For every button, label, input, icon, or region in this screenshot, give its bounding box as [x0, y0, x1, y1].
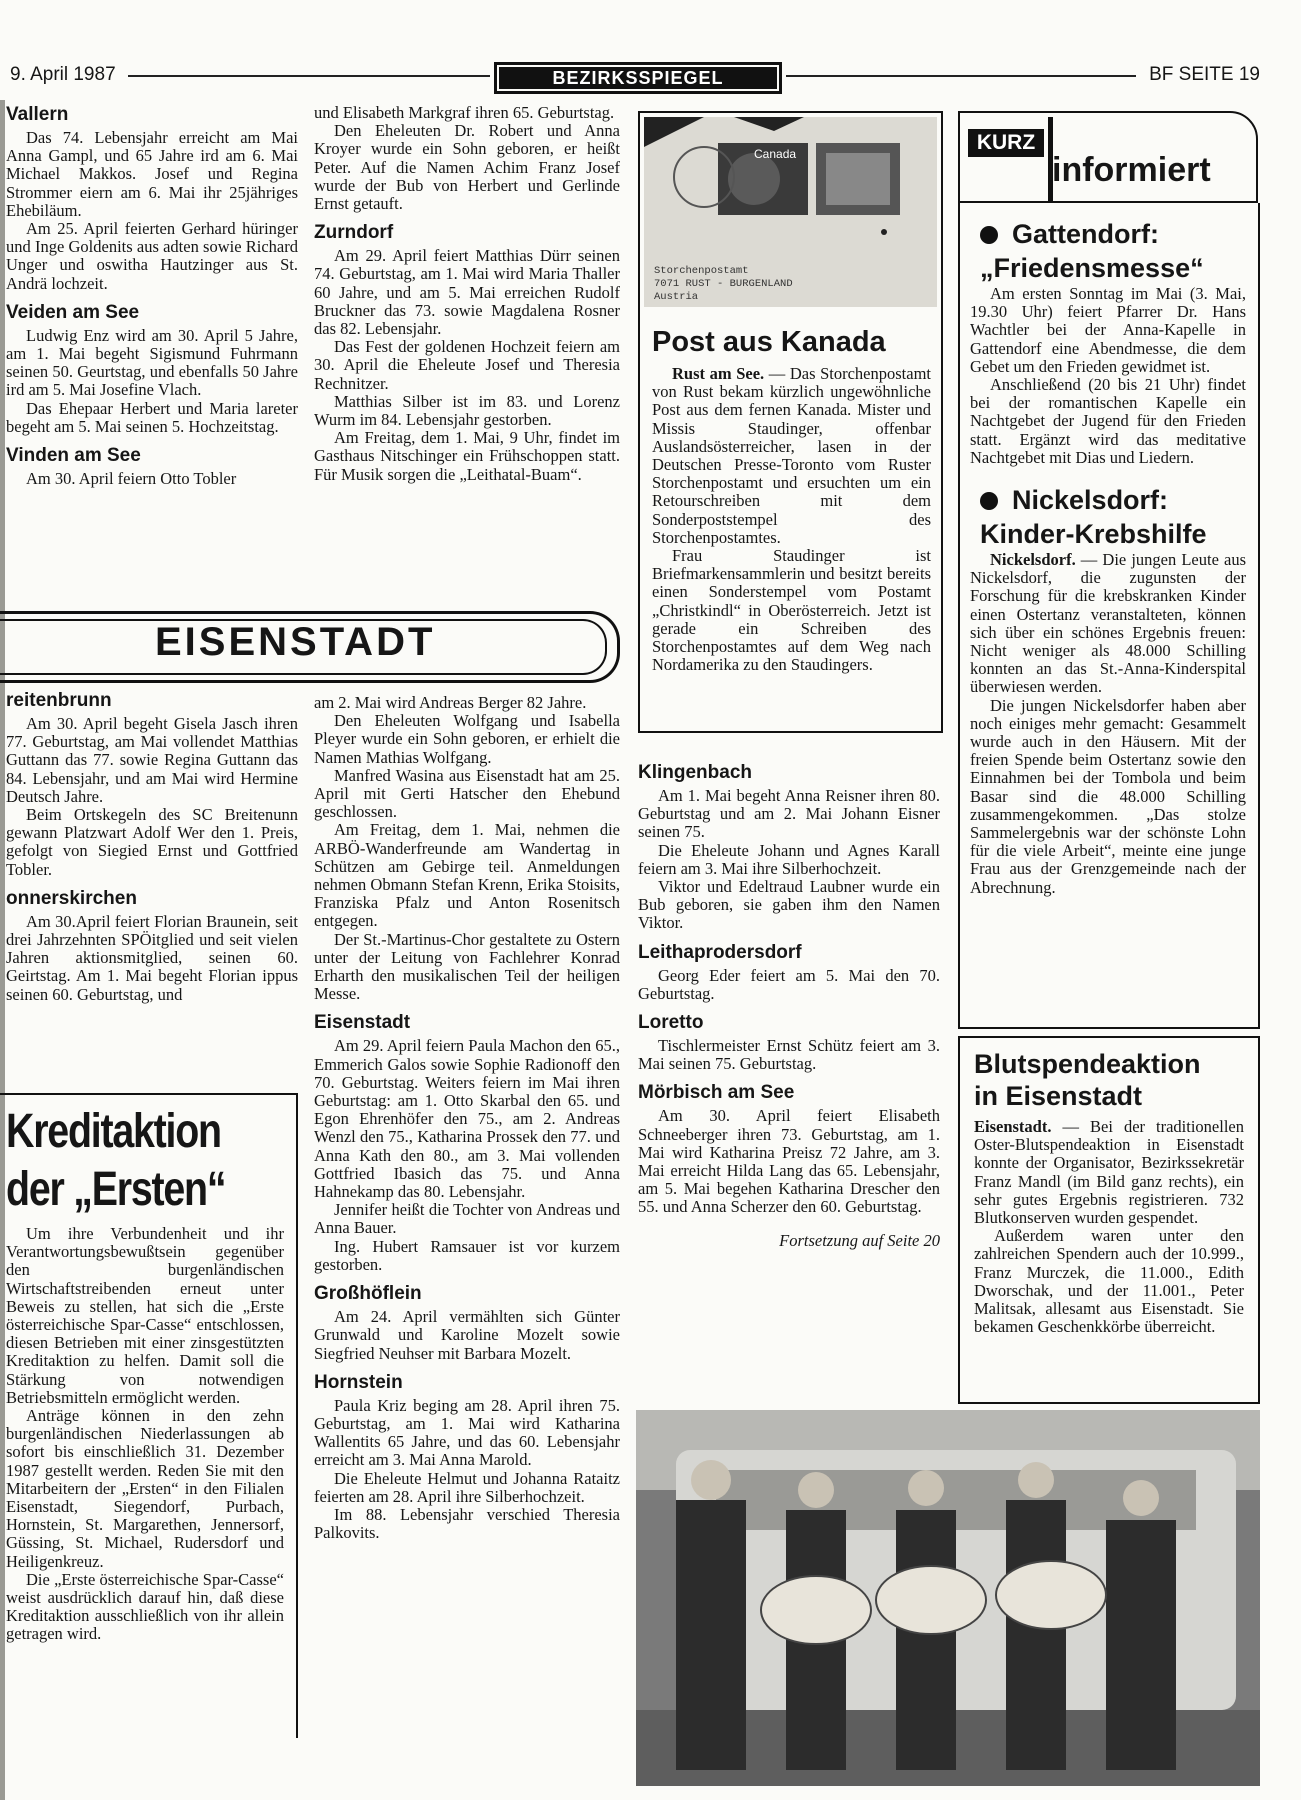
- heading-zurndorf: Zurndorf: [314, 222, 394, 244]
- heading-moerbisch: Mörbisch am See: [638, 1082, 795, 1104]
- article-text: Nickelsdorf. — Die jungen Leute aus Nickelsdorf, die zugunsten der Forschung für die krebskranken Kinder einen Ostertanz veranstalteten, können sich über ein schönes Ergebnis freuen: Nicht weniger als 48.000 Schilling konnten an das St.-Anna-Kinderspital überwiesen werden.: [970, 550, 1246, 697]
- article-text: Frau Staudinger ist Briefmarkensammlerin und besitzt bereits einen Sonderstempel vom Postamt „Christkindl“ in Oberösterreich. Jetzt ist gerade ein Schreiben des Storchenpostamtes auf dem Weg nach Nordamerika zu den Staudingers.: [652, 546, 931, 675]
- heading-winden: Vinden am See: [6, 445, 141, 467]
- article-text: Am 1. Mai begeht Anna Reisner ihren 80. Geburtstag und am 2. Mai Johann Eisner seinen 75.: [638, 786, 940, 842]
- nickelsdorf-heading: Nickelsdorf:: [970, 483, 1246, 517]
- article-text: Am 24. April vermählten sich Günter Grunwald und Karoline Mozelt sowie Siegfried Neuhser mit Barbara Mozelt.: [314, 1307, 620, 1363]
- article-text: Am 30. April feiern Otto Tobler: [26, 469, 237, 489]
- article-text: Ing. Hubert Ramsauer ist vor kurzem gestorben.: [314, 1236, 620, 1274]
- article-text: Den Eheleuten Wolfgang und Isabella Pleyer wurde ein Sohn geboren, er erhielt die Namen Mathias Wolfgang.: [314, 711, 620, 767]
- heading-klingenbach: Klingenbach: [638, 762, 753, 783]
- article-text: Das Ehepaar Herbert und Maria lareter begeht am 5. Mai seinen 5. Hochzeitstag.: [6, 398, 298, 436]
- kreditaktion-article: [0, 1093, 298, 1738]
- article-text: Die „Erste österreichische Spar-Casse“ weist ausdrücklich darauf hin, daß diese Kreditaktion ausschließlich von ihr allein getragen wird.: [6, 1569, 284, 1644]
- group-photo-illustration: [636, 1410, 1260, 1786]
- eisenstadt-title: EISENSTADT: [155, 620, 436, 664]
- article-text: Am Freitag, dem 1. Mai, 9 Uhr, findet im Gasthaus Nitschinger ein Frühschoppen statt. Für Musik sorgen die „Leithatal-Buam“.: [314, 428, 620, 484]
- article-text: Eisenstadt. — Bei der traditionellen Oster-Blutspendeaktion in Eisenstadt konnte der Organisator, Bezirkssekretär Franz Mandl (im Bild ganz rechts), ein sehr gutes Ergebnis registrieren. 732 Blutkonserven wurden gespendet.: [974, 1117, 1244, 1228]
- heading-donnerskirchen: onnerskirchen: [6, 887, 137, 909]
- article-text: Am 30.April feiert Florian Braunein, seit drei Jahrzehnten SPÖitglied und seit vielen Jahren aktionsmitglied, seinen 60. Geirtstag. Am 1. Mai begeht Florian ippus seinen 60. Geburtstag, und: [6, 911, 298, 1004]
- continuation-note: Fortsetzung auf Seite 20: [779, 1230, 940, 1250]
- heading-loretto: Loretto: [638, 1012, 704, 1034]
- kurz-informiert-header: [958, 111, 1258, 203]
- section-badge: [494, 62, 782, 94]
- article-text: Am 30. April feiert Elisabeth Schneeberger ihren 73. Geburtstag, am 1. Mai wird Katharina Preisz 72 Jahre, am 3. Mai erreicht Hilda Lang das 65. Lebensjahr, am 5. Mai begehen Katharina Drescher den 55. und Anna Scherzer den 60. Geburtstag.: [638, 1106, 940, 1217]
- heading-eisenstadt: Eisenstadt: [314, 1012, 411, 1034]
- article-text: Jennifer heißt die Tochter von Andreas und Anna Bauer.: [314, 1200, 620, 1238]
- envelope-photo: [644, 117, 937, 307]
- heading-grosshoeflein: Großhöflein: [314, 1283, 422, 1305]
- article-text: Am 25. April feierten Gerhard hüringer und Inge Goldenits aus adten sowie Richard Unger und oswitha Hautzinger aus St. Andrä lochzeit.: [6, 219, 298, 293]
- article-text: Am Freitag, dem 1. Mai, nehmen die ARBÖ-Wanderfreunde am Wandertag in Schützen am Gebirge teil. Anmeldungen nehmen Obmann Stefan Krenn, Erika Stoisits, Franziska Pfalz und Anton Rosenitsch entgegen.: [314, 820, 620, 931]
- article-text: Außerdem waren unter den zahlreichen Spendern auch der 10.999., Franz Murczek, die 11.000., Edith Dworschak, und der 11.001., Peter Malitsak, allesamt aus Eisenstadt. Sie bekamen Geschenkkörbe überreicht.: [974, 1226, 1244, 1337]
- header-rule-right: [786, 75, 1136, 77]
- article-text: Rust am See. — Das Storchenpostamt von Rust bekam kürzlich ungewöhnliche Post aus dem fernen Kanada. Mister und Missis Staudinger, offenbar Auslandsösterreicher, lasen in der Deutschen Presse-Toronto vom Ruster Storchenpostamt und ersuchten um ein Retourschreiben mit dem Sonderpoststempel des Storchenpostamtes.: [652, 364, 932, 547]
- dateline: Rust am See.: [672, 364, 765, 383]
- article-text: Matthias Silber ist im 83. und Lorenz Wurm im 84. Lebensjahr gestorben.: [314, 391, 620, 430]
- post-aus-kanada-title: Post aus Kanada: [652, 326, 886, 358]
- bullet-icon: [980, 226, 998, 244]
- article-text: und Elisabeth Markgraf ihren 65. Geburtstag.: [314, 103, 615, 122]
- gattendorf-subheading: „Friedensmesse“: [980, 253, 1204, 283]
- bullet-icon: [980, 492, 998, 510]
- article-text: Die Eheleute Johann und Agnes Karall feiern am 3. Mai ihre Silberhochzeit.: [638, 840, 940, 878]
- column-1-top: [6, 104, 298, 488]
- kreditaktion-title-line2: der „Ersten“: [6, 1163, 226, 1216]
- heading-hornstein: Hornstein: [314, 1371, 403, 1393]
- issue-date: 9. April 1987: [10, 64, 116, 85]
- article-text: Beim Ortskegeln des SC Breitenunn gewann Platzwart Adolf Wer den 1. Preis, gefolgt von Siegied Ernst und Gottfried Tobler.: [6, 805, 298, 879]
- group-photo: [636, 1410, 1260, 1786]
- header-rule-left: [128, 75, 490, 77]
- kreditaktion-title-line1: Kreditaktion: [6, 1105, 221, 1158]
- dateline: Nickelsdorf.: [990, 550, 1076, 570]
- article-text: Das Fest der goldenen Hochzeit feiern am 30. April die Eheleute Josef und Theresia Rechnitzer.: [314, 337, 620, 393]
- article-text: Im 88. Lebensjahr verschied Theresia Palkovits.: [314, 1504, 620, 1543]
- column-3-lower: [638, 762, 940, 1251]
- blutspendeaktion-article: [958, 1036, 1260, 1404]
- article-text: am 2. Mai wird Andreas Berger 82 Jahre.: [314, 693, 587, 712]
- article-text: Anschließend (20 bis 21 Uhr) findet bei der romantischen Kapelle ein Nachtgebet der Jugend für den Frieden statt. Ergänzt wird das meditative Nachtgebet mit Dias und Liedern.: [970, 375, 1246, 467]
- heading-wallern: Vallern: [6, 104, 69, 125]
- postmark-text: Storchenpostamt 7071 RUST - BURGENLAND Austria: [654, 265, 793, 303]
- article-text: Um ihre Verbundenheit und ihr Verantwortungsbewußtsein gegenüber den burgenländischen Wirtschaftstreibenden erneut unter Beweis zu stellen, hat sich die „Erste österreichische Spar-Casse“ entschlossen, diesen Betrieben mit einer zinsgestützten Kreditaktion zu helfen. Damit soll die Stärkung von notwendigen Betriebsmitteln ermöglicht werden.: [6, 1224, 284, 1407]
- post-aus-kanada-article: [638, 111, 943, 733]
- column-1-middle: [6, 690, 298, 1004]
- gattendorf-heading: Gattendorf:: [970, 217, 1246, 251]
- heading-breitenbrunn: reitenbrunn: [6, 690, 112, 711]
- kurz-informiert-body: [958, 203, 1260, 1029]
- article-text: Viktor und Edeltraud Laubner wurde ein Bub geboren, sie gaben ihm den Namen Viktor.: [638, 877, 940, 933]
- heading-leithaprodersdorf: Leithaprodersdorf: [638, 941, 802, 963]
- nickelsdorf-subheading: Kinder-Krebshilfe: [980, 519, 1207, 550]
- kurz-badge: KURZ: [968, 129, 1044, 157]
- article-text: Die jungen Nickelsdorfer haben aber noch einiges mehr gemacht: Gesammelt wurde auch in den Häusern. Mit der freien Spende beim Ostertanz sowie den Einnahmen bei der Tombola und beim Basar sind die 48.000 Schilling zusammengekommen. „Das stolze Sammelergebnis war der schönste Lohn für die viele Arbeit“, meinte eine junge Frau aus der Grenzgemeinde nach der Abrechnung.: [970, 695, 1246, 897]
- section-title: BEZIRKSSPIEGEL: [499, 67, 777, 89]
- article-text: Anträge können in den zehn burgenländischen Niederlassungen ab sofort bis einschließlich 31. Dezember 1987 gestellt werden. Reden Sie mit den Mitarbeitern der „Ersten“ in den Filialen Eisenstadt, Siegendorf, Purbach, Hornstein, St. Margarethen, Jennersorf, Güssing, St. Michael, Rudersdorf und Heiligenkreuz.: [6, 1406, 284, 1571]
- column-2-top: [314, 104, 620, 484]
- article-text: Ludwig Enz wird am 30. April 5 Jahre, am 1. Mai begeht Sigismund Fuhrmann seinen 50. Geurtstag, und ebenfalls 50 Jahre ird am 5. Mai Josefine Vlach.: [6, 325, 298, 400]
- article-text: Den Eheleuten Dr. Robert und Anna Kroyer wurde ein Sohn geboren, er heißt Peter. Auf die Namen Achim Franz Josef wurde der Bub von Herbert und Gerlinde Ernst getauft.: [314, 121, 620, 214]
- informiert-word: informiert: [1052, 151, 1211, 189]
- article-text: Am 29. April feiert Matthias Dürr seinen 74. Geburtstag, am 1. Mai wird Maria Thaller 60 Jahre, und am 5. Mai erreichen Rudolf Bruckner das 73. sowie Magdalena Rosner das 82. Lebensjahr.: [314, 246, 620, 339]
- article-text: Am ersten Sonntag im Mai (3. Mai, 19.30 Uhr) feiert Pfarrer Dr. Hans Wachtler bei der Anna-Kapelle in Gattendorf eine Abendmesse, die dem Gebet um den Frieden gewidmet ist.: [970, 284, 1246, 376]
- dateline: Eisenstadt.: [974, 1117, 1052, 1136]
- heading-weiden: Veiden am See: [6, 301, 140, 323]
- article-text: Die Eheleute Helmut und Johanna Rataitz feierten am 28. April ihre Silberhochzeit.: [314, 1468, 620, 1506]
- article-text: Am 30. April begeht Gisela Jasch ihren 77. Geburtstag, am Mai vollendet Matthias Guttann das 77. sowie Regina Guttann das 84. Lebensjahr, und am Mai wird Hermine Deutsch Jahre.: [6, 714, 298, 806]
- page-number: BF SEITE 19: [1149, 64, 1260, 85]
- stamp-label: Canada: [754, 147, 797, 161]
- article-text: Georg Eder feiert am 5. Mai den 70. Geburtstag.: [638, 965, 940, 1003]
- page-header: [10, 62, 1260, 96]
- article-text: Der St.-Martinus-Chor gestaltete zu Ostern unter der Leitung von Fachlehrer Konrad Erharth den musikalischen Teil der heiligen Messe.: [314, 929, 620, 1004]
- article-text: Paula Kriz beging am 28. April ihren 75. Geburtstag, am 1. Mai wird Katharina Wallentits 65 Jahre, und das 60. Lebensjahr erreicht am 3. Mai Anna Marold.: [314, 1395, 620, 1470]
- blutspende-title: Blutspendeaktion in Eisenstadt: [974, 1049, 1201, 1111]
- article-text: Das 74. Lebensjahr erreicht am Mai Anna Gampl, und 65 Jahre ird am 6. Mai Michael Makkos. Josef und Regina Strommer eiern am 6. Mai ihr 25jähriges Ehebiläum.: [6, 128, 298, 220]
- article-text: Tischlermeister Ernst Schütz feiert am 3. Mai seinen 75. Geburtstag.: [638, 1036, 940, 1074]
- article-text: Am 29. April feiern Paula Machon den 65., Emmerich Galos sowie Sophie Radionoff den 70. Geburtstag. Weiters feiern im Mai ihren Geburtstag: am 1. Otto Skarbal den 65. und Egon Ehrenhöfer den 75., am 2. Andreas Wenzl den 75., Katharina Prossek den 77. und Anna Kath den 80., am 3. Mai vollenden Gottfried Ibasich das 75. und Anna Hahnekamp das 80. Lebensjahr.: [314, 1036, 620, 1202]
- column-2-lower: [314, 694, 620, 1542]
- article-text: Manfred Wasina aus Eisenstadt hat am 25. April mit Gerti Hatscher den Ehebund geschlossen.: [314, 765, 620, 822]
